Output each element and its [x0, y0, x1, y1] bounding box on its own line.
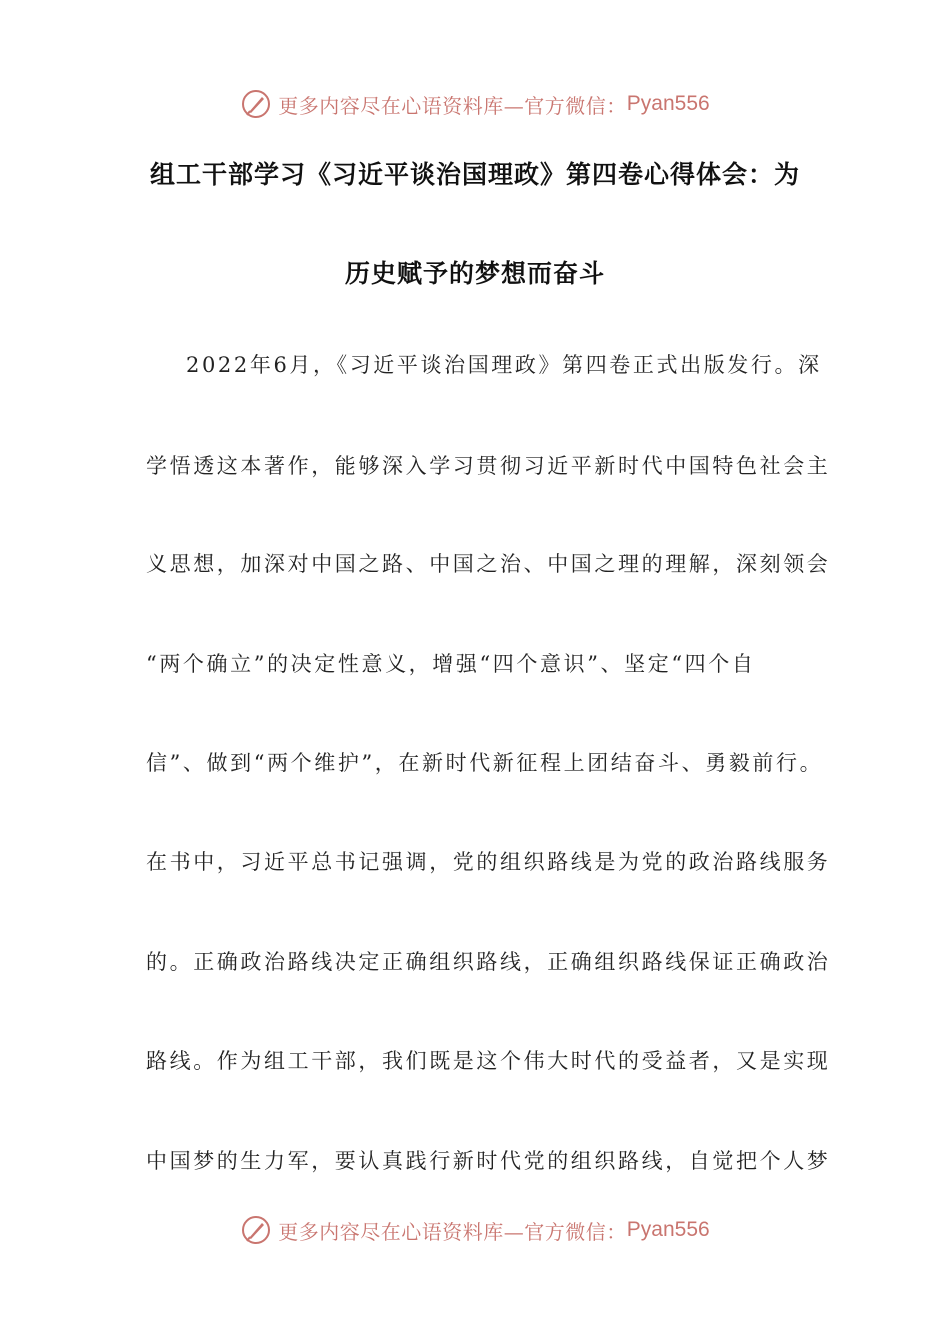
- watermark-text: 更多内容尽在心语资料库—官方微信：: [278, 93, 627, 118]
- document-title-line-2: 历史赋予的梦想而奋斗: [344, 259, 605, 288]
- body-line: 的。正确政治路线决定正确组织路线，正确组织路线保证正确政治: [146, 950, 831, 974]
- quill-logo-icon: [240, 88, 272, 120]
- body-line: 义思想，加深对中国之路、中国之治、中国之理的理解，深刻领会: [146, 552, 831, 576]
- watermark-text: 更多内容尽在心语资料库—官方微信：: [278, 1219, 627, 1244]
- watermark-wechat-id: Pyan556: [626, 92, 710, 115]
- body-line: 中国梦的生力军，要认真践行新时代党的组织路线，自觉把个人梦: [146, 1149, 831, 1173]
- watermark-header: [0, 84, 950, 124]
- watermark-footer: [0, 1210, 950, 1250]
- watermark-wechat-id: Pyan556: [626, 1218, 710, 1241]
- quill-logo-icon: [240, 1214, 272, 1246]
- body-line: 在书中，习近平总书记强调，党的组织路线是为党的政治路线服务: [146, 850, 831, 874]
- body-line: 2022年6月，《习近平谈治国理政》第四卷正式出版发行。深: [186, 353, 822, 377]
- body-line: 路线。作为组工干部，我们既是这个伟大时代的受益者，又是实现: [146, 1049, 831, 1073]
- document-title-line-1: 组工干部学习《习近平谈治国理政》第四卷心得体会：为: [149, 160, 800, 189]
- body-line: 信”、做到“两个维护”，在新时代新征程上团结奋斗、勇毅前行。: [146, 751, 824, 775]
- body-line: “两个确立”的决定性意义，增强“四个意识”、坚定“四个自: [146, 652, 756, 676]
- body-line: 学悟透这本著作，能够深入学习贯彻习近平新时代中国特色社会主: [146, 454, 831, 478]
